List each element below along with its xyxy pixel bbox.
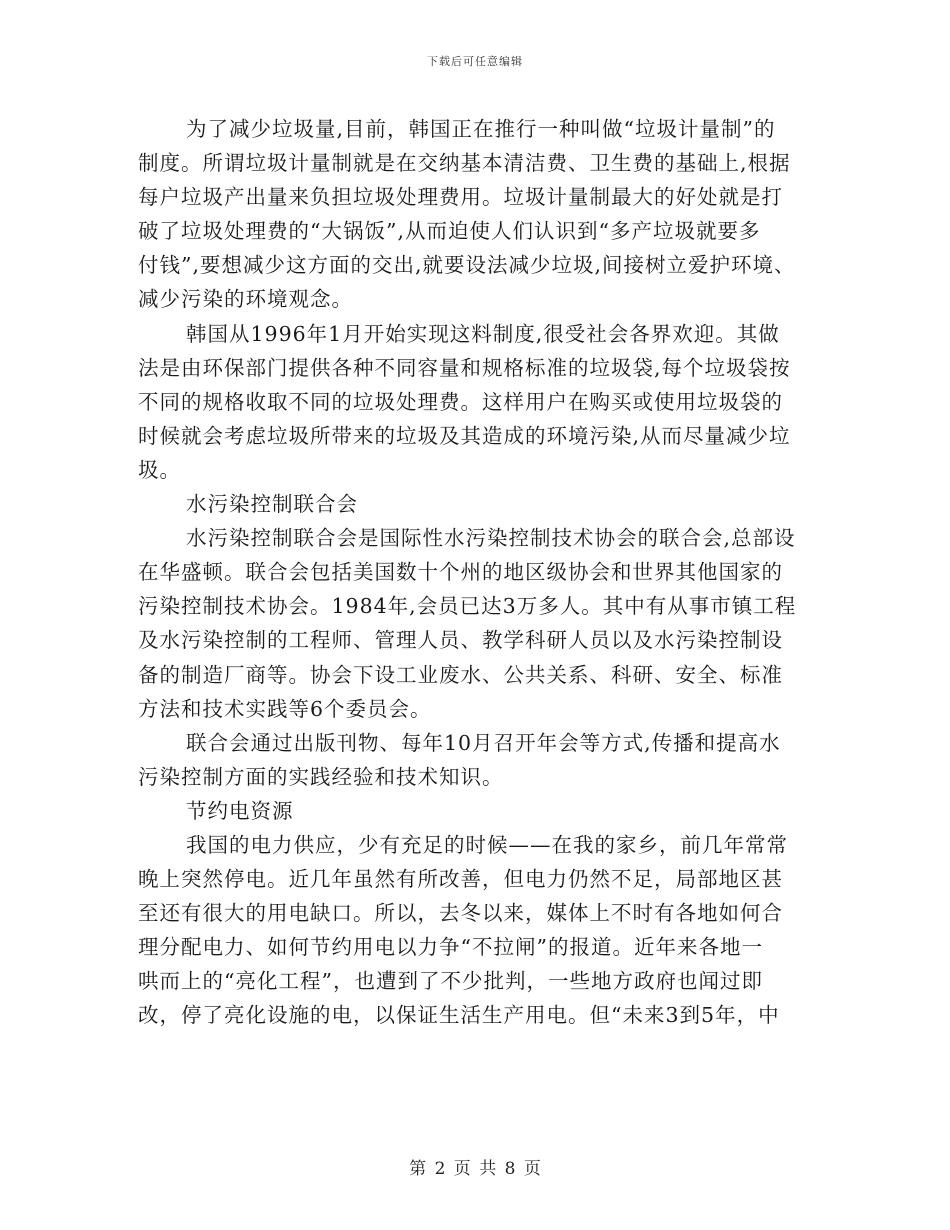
- text-line: 改，停了亮化设施的电，以保证生活生产用电。但“未来3到5年，中: [138, 1003, 780, 1028]
- text-line: 我国的电力供应，少有充足的时候——在我的家乡，前几年常常: [186, 832, 788, 857]
- text-line: 法是由环保部门提供各种不同容量和规格标准的垃圾袋,每个垃圾袋按: [138, 355, 791, 380]
- text-line: 方法和技术实践等6个委员会。: [138, 696, 432, 721]
- text-line: 晚上突然停电。近几年虽然有所改善，但电力仍然不足，局部地区甚: [138, 867, 783, 892]
- text-line: 减少污染的环境观念。: [138, 287, 353, 312]
- section-heading: 节约电资源: [186, 798, 294, 823]
- page-footer: 第 2 页 共 8 页: [409, 1159, 541, 1179]
- text-line: 制度。所谓垃圾计量制就是在交纳基本清洁费、卫生费的基础上,根据: [138, 151, 791, 176]
- text-line: 污染控制技术协会。1984年,会员已达3万多人。其中有从事市镇工程: [138, 594, 797, 619]
- text-line: 为了减少垃圾量,目前，韩国正在推行一种叫做“垃圾计量制”的: [186, 117, 776, 141]
- text-line: 每户垃圾产出量来负担垃圾处理费用。垃圾计量制最大的好处就是打: [138, 185, 783, 210]
- text-line: 及水污染控制的工程师、管理人员、教学科研人员以及水污染控制设: [138, 628, 783, 653]
- text-line: 联合会通过出版刊物、每年10月召开年会等方式,传播和提高水: [186, 730, 781, 755]
- text-line: 不同的规格收取不同的垃圾处理费。这样用户在购买或使用垃圾袋的: [138, 389, 783, 414]
- text-line: 备的制造厂商等。协会下设工业废水、公共关系、科研、安全、标准: [138, 662, 783, 687]
- text-line: 圾。: [138, 457, 181, 482]
- section-heading: 水污染控制联合会: [186, 492, 358, 517]
- text-line: 哄而上的“亮化工程”，也遭到了不少批判，一些地方政府也闻过即: [138, 969, 763, 994]
- text-line: 至还有很大的用电缺口。所以，去冬以来，媒体上不时有各地如何合: [138, 901, 783, 926]
- text-line: 污染控制方面的实践经验和技术知识。: [138, 764, 504, 789]
- page-header: 下载后可任意编辑: [427, 55, 523, 68]
- text-line: 理分配电力、如何节约用电以力争“不拉闸”的报道。近年来各地一: [138, 935, 763, 960]
- document-body: [138, 112, 828, 1033]
- text-line: 付钱”,要想减少这方面的交出,就要设法减少垃圾,间接树立爱护环境、: [138, 253, 796, 278]
- text-line: 韩国从1996年1月开始实现这料制度,很受社会各界欢迎。其做: [186, 321, 780, 346]
- text-line: 在华盛顿。联合会包括美国数十个州的地区级协会和世界其他国家的: [138, 560, 783, 585]
- text-line: 时候就会考虑垃圾所带来的垃圾及其造成的环境污染,从而尽量减少垃: [138, 423, 791, 448]
- text-line: 水污染控制联合会是国际性水污染控制技术协会的联合会,总部设: [186, 526, 796, 551]
- text-line: 破了垃圾处理费的“大锅饭”,从而迫使人们认识到“多产垃圾就要多: [138, 219, 761, 244]
